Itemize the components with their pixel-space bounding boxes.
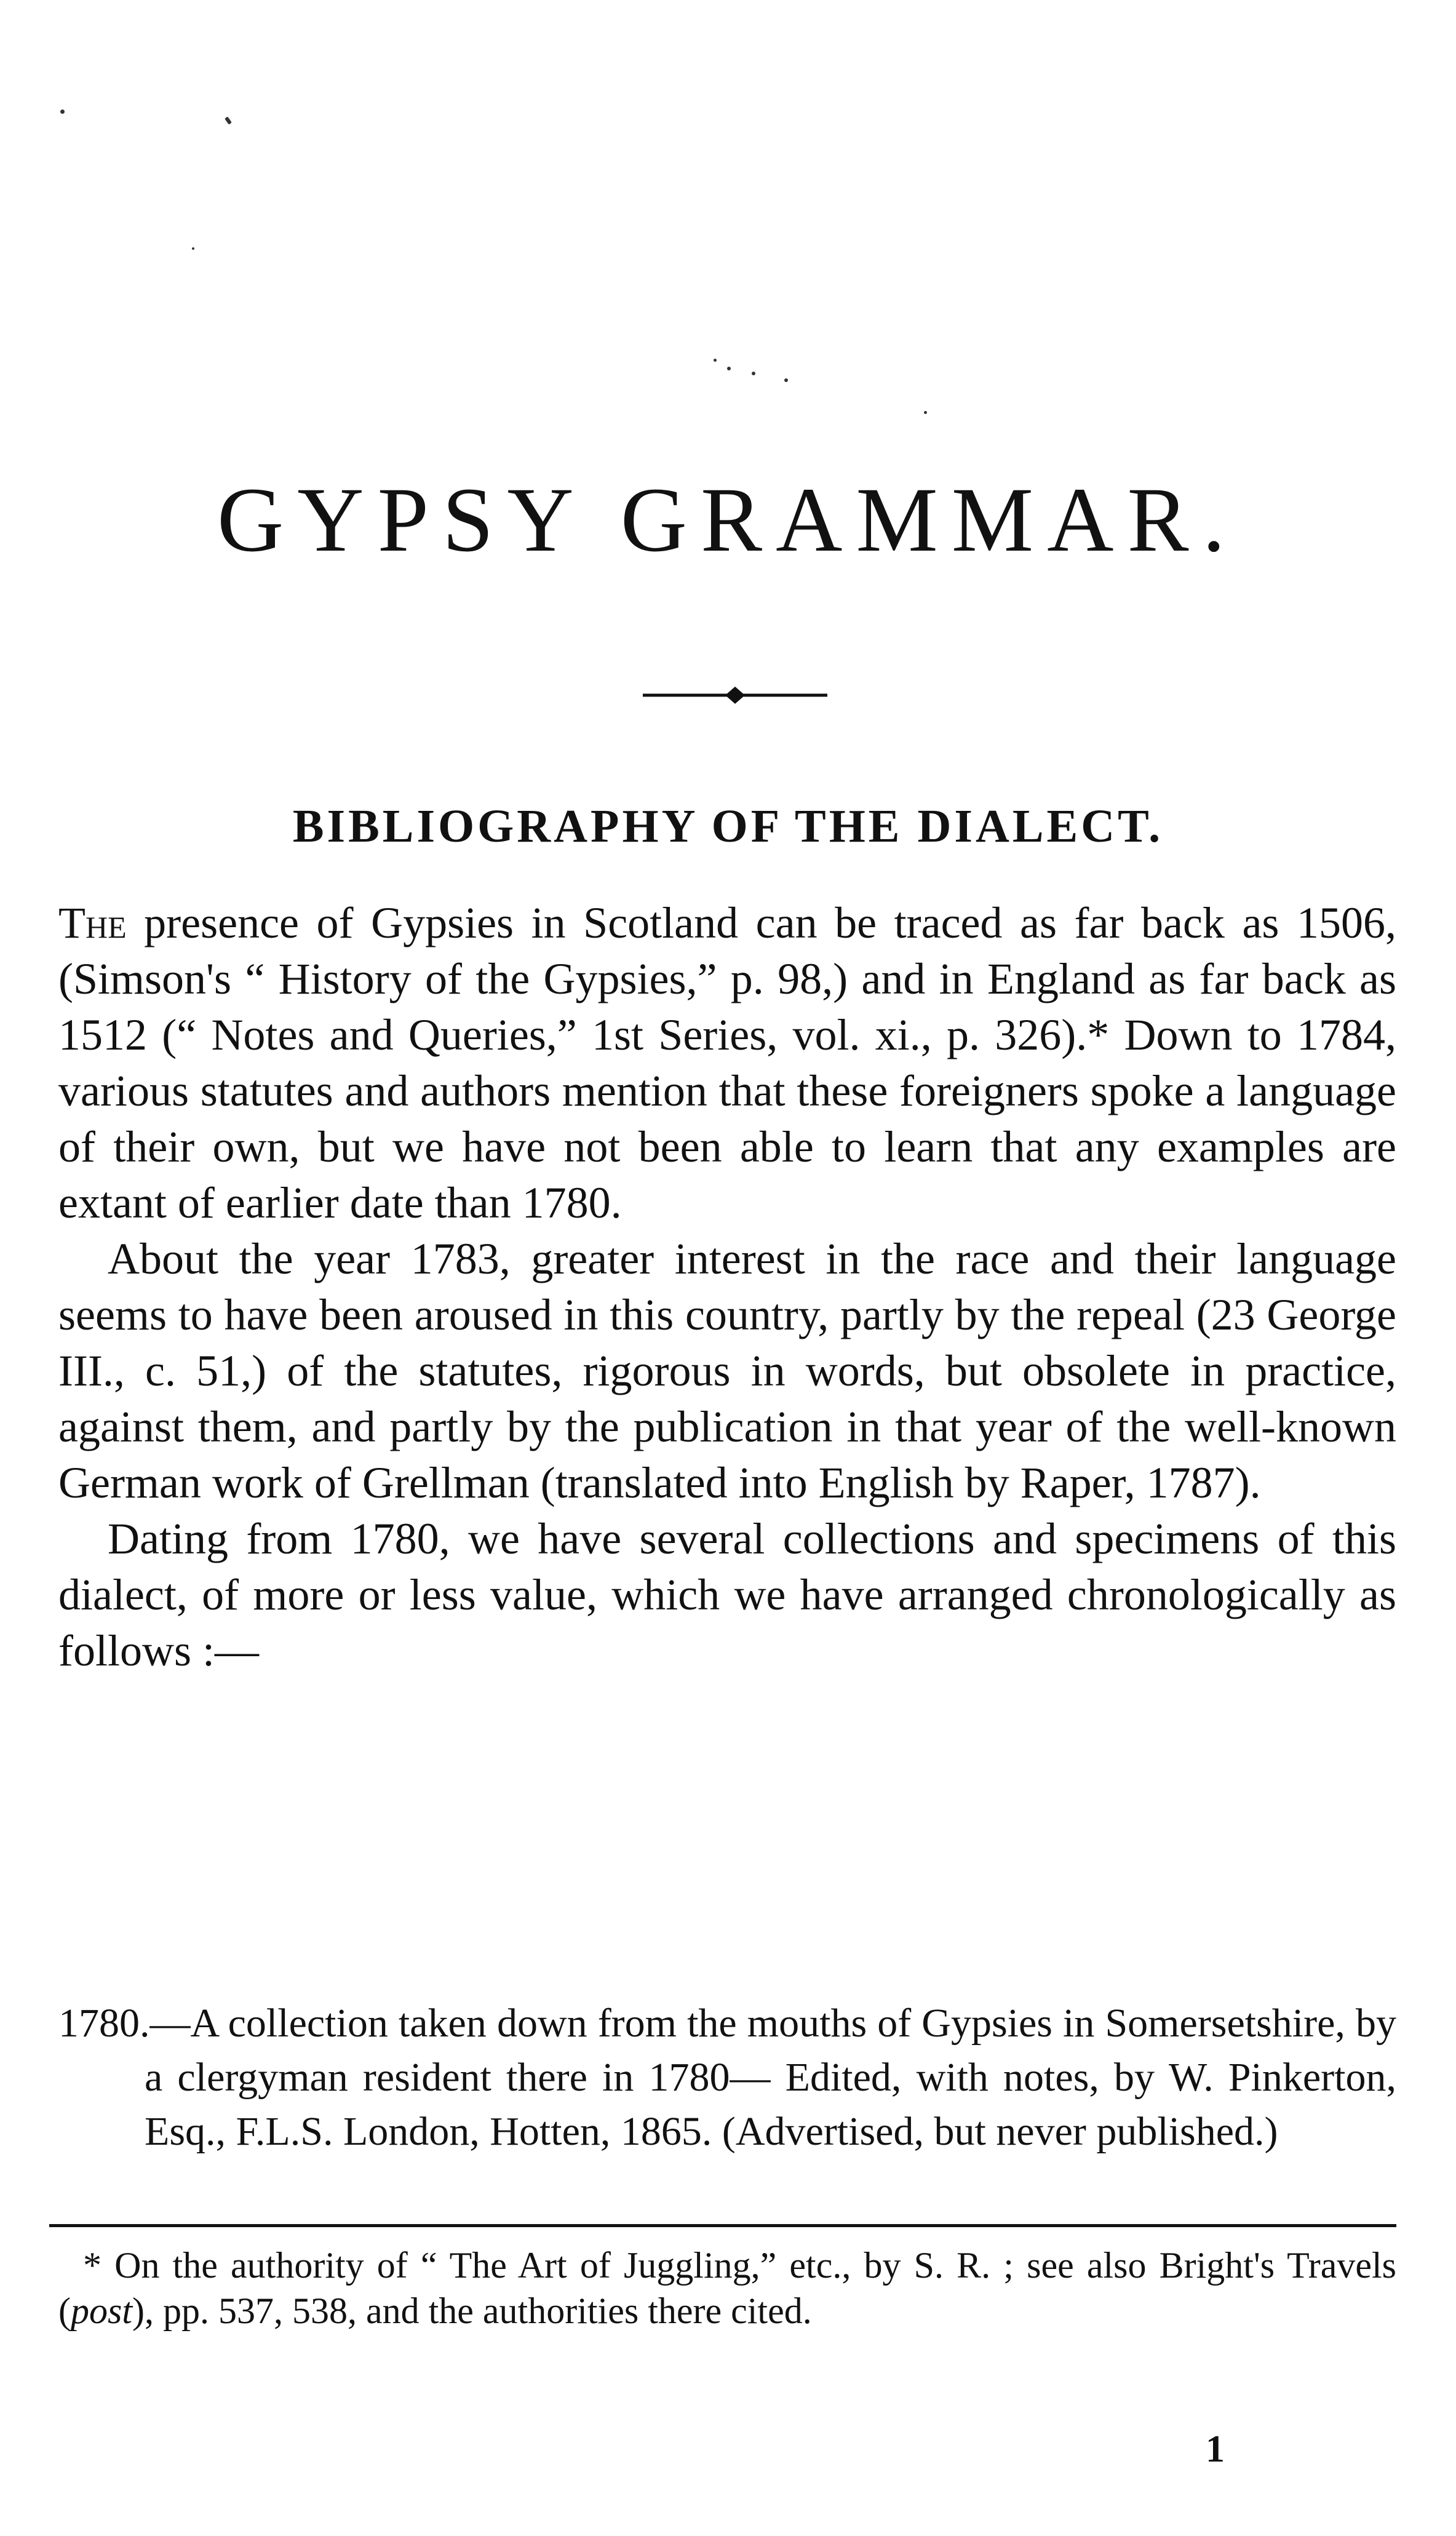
paragraph-3: Dating from 1780, we have several collections and specimens of this dialect, of more or less value, which we have arranged chronologically as follows :— (58, 1514, 1396, 1675)
paragraph-2: About the year 1783, greater interest in the race and their language seems to have been aroused in this country, partly by the repeal (23 George III., c. 51,) of the statutes, rigorous in words, but obsolete in practice, against them, and partly by the publication in that year of the well-known German work of Grellman (translated into English by Raper, 1787). (58, 1234, 1396, 1507)
paragraph-lead: The (58, 898, 127, 947)
footnote-text: * On the authority of “ The Art of Juggling,” etc., by S. R. ; see also Bright's Travels ( (58, 2245, 1396, 2331)
bibliography-entry: 1780.—A collection taken down from the mouths of Gypsies in Somersetshire, by a clergyman resident there in 1780— Edited, with notes, by W. Pinkerton, Esq., F.L.S. London, Hotten, 1865. (Advertised, but never published.) (58, 2001, 1396, 2154)
footnote (58, 2243, 1396, 2334)
paragraph-text: presence of Gypsies in Scotland can be traced as far back as 1506, (Simson's “ History of the Gypsies,” p. 98,) and in England as far back as 1512 (“ Notes and Queries,” 1st Series, vol. xi., p. 326).* Down to 1784, various statutes and authors mention that these foreigners spoke a language of their own, but we have not been able to learn that any examples are extant of earlier date than 1780. (58, 898, 1396, 1227)
body-text (58, 895, 1396, 1679)
footnote-rule (49, 2224, 1396, 2227)
paragraph-1 (58, 895, 1396, 1231)
title-ornament (643, 683, 827, 708)
page-number: 1 (1206, 2428, 1225, 2470)
footnote-italic: post (70, 2291, 133, 2331)
page-title: GYPSY GRAMMAR. (217, 469, 1239, 571)
section-heading: BIBLIOGRAPHY OF THE DIALECT. (292, 800, 1164, 852)
footnote-text-end: ), pp. 537, 538, and the authorities there cited. (132, 2291, 812, 2331)
